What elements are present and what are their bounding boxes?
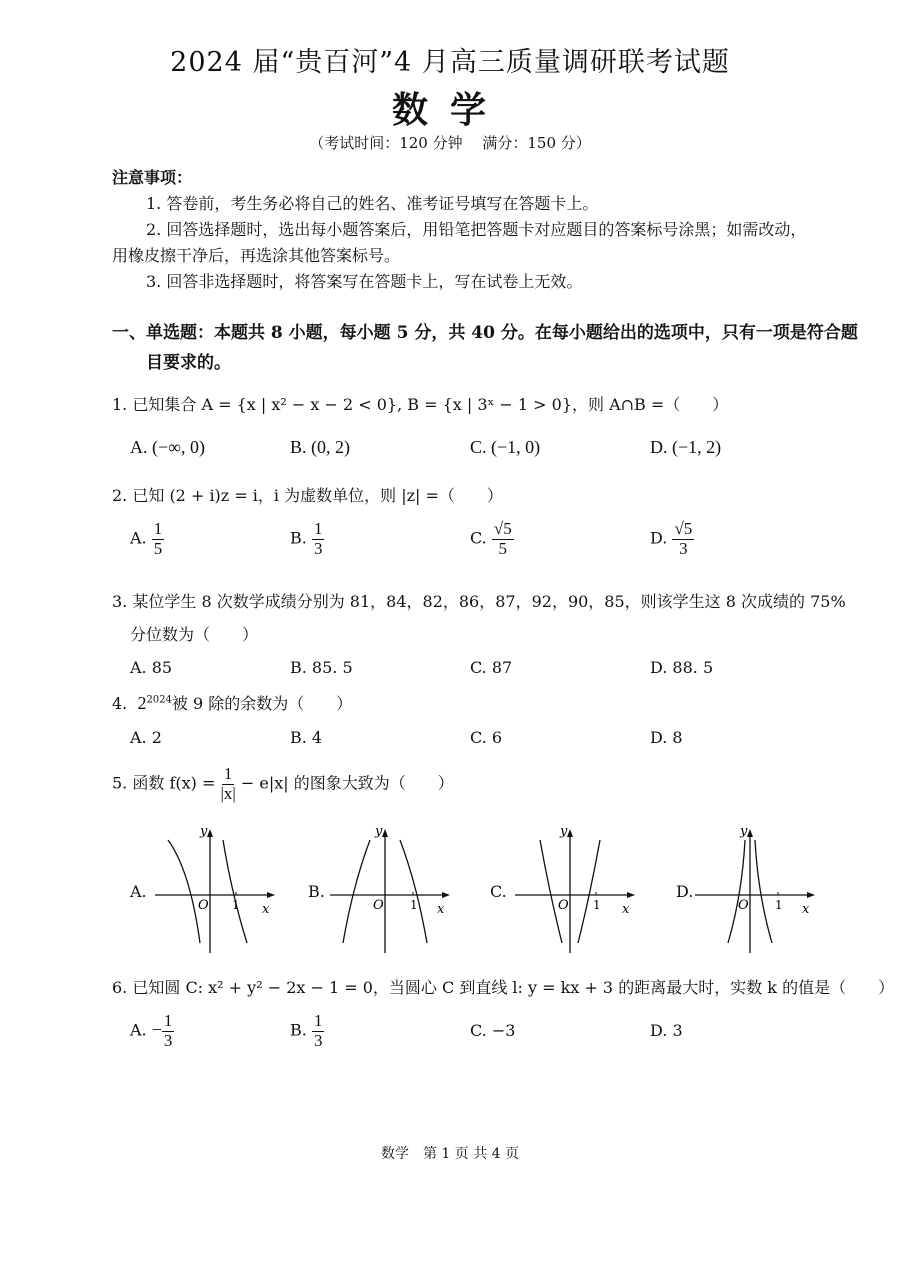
q2-option-a: A. $\frac{1}{5}$	[130, 519, 163, 558]
svg-text:O: O	[558, 898, 569, 913]
exam-meta: （考试时间：120 分钟 满分：150 分）	[309, 134, 591, 152]
svg-text:y: y	[740, 825, 748, 839]
question-3-stem: 3. 某位学生 8 次数学成绩分别为 81，84，82，86，87，92，90，85，则该学生这 8 次成绩的 75%	[112, 592, 846, 611]
q6-option-b: B. $\frac{1}{3}$	[290, 1011, 323, 1050]
subject-title: 数学	[391, 89, 508, 131]
q4-option-d: D. 8	[650, 728, 683, 747]
svg-text:x: x	[802, 902, 810, 917]
q5-graph-d	[690, 825, 820, 955]
q4-option-c: C. 6	[470, 728, 503, 747]
q3-option-d: D. 88. 5	[650, 658, 714, 677]
question-2-stem: 2. 已知 (2 + i)z = i，i 为虚数单位，则 |z| =（ ）	[112, 486, 503, 505]
question-1-stem: 1. 已知集合 A = {x | x² − x − 2 < 0}, B = {x | 3ˣ − 1 > 0}，则 A∩B =（ ）	[112, 395, 729, 414]
q5-option-c-label: C.	[490, 882, 507, 901]
section-heading-cont: 目要求的。	[146, 353, 231, 373]
section-heading: 一、单选题：本题共 8 小题，每小题 5 分，共 40 分。在每小题给出的选项中，只有一项是符合题	[112, 323, 858, 343]
q5-option-b-label: B.	[308, 882, 325, 901]
q5-graph-a	[150, 825, 280, 955]
question-5-stem: 5. 函数 f(x) = $\frac{1}{|x|}$ − e|x| 的图象大致为（ ）	[112, 764, 454, 803]
q6-option-d: D. 3	[650, 1021, 683, 1040]
note-item: 3. 回答非选择题时，将答案写在答题卡上，写在试卷上无效。	[146, 272, 583, 291]
svg-text:O: O	[373, 898, 384, 913]
q2-option-c: C. $\frac{√5}{5}$	[470, 519, 512, 558]
svg-text:1: 1	[410, 898, 418, 912]
note-item: 1. 答卷前，考生务必将自己的姓名、准考证号填写在答题卡上。	[146, 194, 599, 213]
svg-text:x: x	[437, 902, 445, 917]
q1-option-b: B. (0, 2)	[290, 437, 350, 457]
q4-option-a: A. 2	[130, 728, 162, 747]
question-3-stem-cont: 分位数为（ ）	[130, 625, 259, 644]
q1-option-c: C. (−1, 0)	[470, 437, 541, 457]
svg-text:O: O	[198, 898, 209, 913]
q6-option-c: C. −3	[470, 1021, 516, 1040]
q1-option-d: D. (−1, 2)	[650, 437, 722, 457]
note-item: 2. 回答选择题时，选出每小题答案后，用铅笔把答题卡对应题目的答案标号涂黑；如需改动，	[146, 220, 807, 239]
q5-option-d-label: D.	[676, 882, 694, 901]
q3-option-b: B. 85. 5	[290, 658, 353, 677]
svg-text:1: 1	[775, 898, 783, 912]
svg-text:x: x	[262, 902, 270, 917]
svg-text:y: y	[375, 825, 383, 839]
q3-option-c: C. 87	[470, 658, 513, 677]
page-footer: 数学 第 1 页 共 4 页	[380, 1146, 520, 1162]
q5-graph-c	[510, 825, 640, 955]
q6-option-a: A. − $\frac{1}{3}$	[130, 1011, 173, 1050]
q2-option-d: D. $\frac{√5}{3}$	[650, 519, 693, 558]
q5-option-a-label: A.	[130, 882, 147, 901]
q3-option-a: A. 85	[130, 658, 173, 677]
question-6-stem: 6. 已知圆 C: x² + y² − 2x − 1 = 0，当圆心 C 到直线 l: y = kx + 3 的距离最大时，实数 k 的值是（ ）	[112, 978, 895, 997]
q1-option-a: A. (−∞, 0)	[130, 437, 205, 457]
q4-option-b: B. 4	[290, 728, 323, 747]
question-4-stem: 4. $2^{2024}$被 9 除的余数为（ ）	[112, 693, 353, 713]
svg-text:y: y	[200, 825, 208, 839]
svg-text:1: 1	[232, 898, 240, 912]
svg-text:1: 1	[593, 898, 601, 912]
note-item: 用橡皮擦干净后，再选涂其他答案标号。	[112, 246, 401, 265]
svg-text:x: x	[622, 902, 630, 917]
q5-graph-b	[325, 825, 455, 955]
q2-option-b: B. $\frac{1}{3}$	[290, 519, 323, 558]
svg-text:O: O	[738, 898, 749, 913]
svg-text:y: y	[560, 825, 568, 839]
exam-title: 2024 届“贵百河”4 月高三质量调研联考试题	[170, 47, 730, 78]
notes-heading: 注意事项：	[112, 168, 193, 187]
